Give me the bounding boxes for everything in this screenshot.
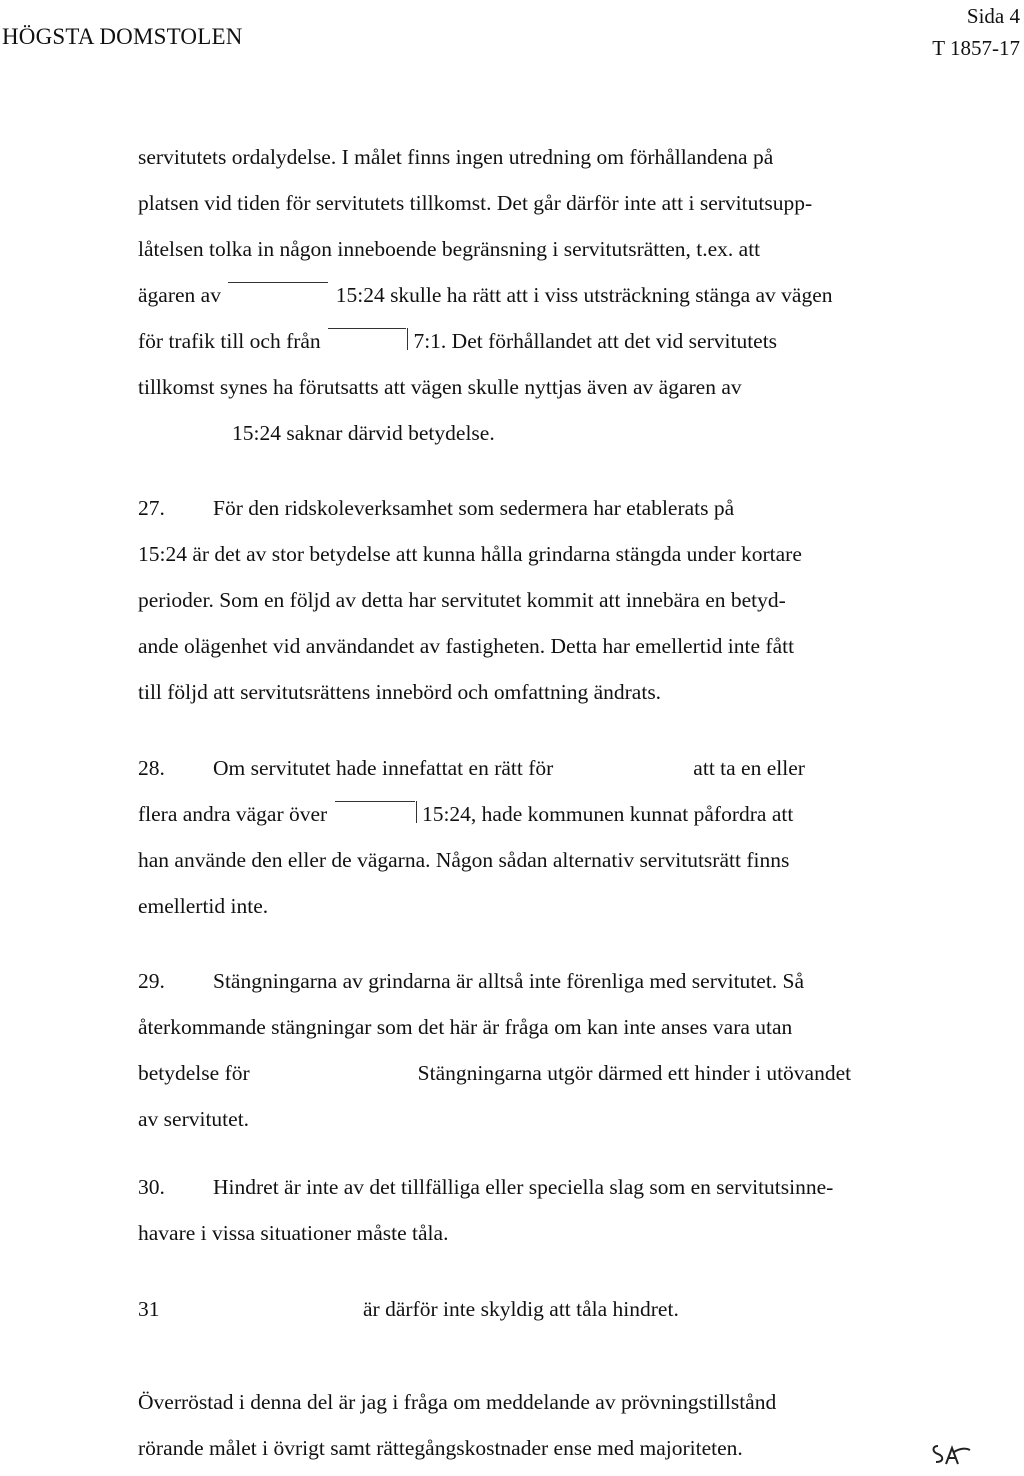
text-fragment: är därför inte skyldig att tåla hindret.	[363, 1297, 679, 1321]
text-line: Överröstad i denna del är jag i fråga om meddelande av prövningstillstånd	[138, 1390, 777, 1414]
text-line: perioder. Som en följd av detta har servitutet kommit att innebära en betyd-	[138, 588, 786, 612]
text-line: havare i vissa situationer måste tåla.	[138, 1221, 449, 1245]
text-line	[138, 791, 998, 837]
text-line: han använde den eller de vägarna. Någon sådan alternativ servitutsrätt finns	[138, 848, 790, 872]
paragraph-number: 27.	[138, 496, 165, 520]
case-number: T 1857-17	[932, 36, 1020, 60]
text-line: emellertid inte.	[138, 894, 269, 918]
text-line	[138, 485, 998, 531]
text-fragment: att ta en eller	[693, 756, 805, 780]
text-fragment: Om servitutet hade innefattat en rätt för	[213, 756, 554, 780]
text-fragment: ägaren av	[138, 283, 221, 307]
text-line: platsen vid tiden för servitutets tillkomst. Det går därför inte att i servitutsupp-	[138, 191, 813, 215]
paragraph-31	[138, 1286, 998, 1332]
paragraph-27	[138, 485, 998, 715]
text-line	[138, 1286, 998, 1332]
page-reference	[932, 0, 1020, 64]
text-line	[138, 1050, 998, 1096]
dissent-statement	[138, 1379, 998, 1471]
text-fragment: Stängningarna av grindarna är alltså inte förenliga med servitutet. Så	[213, 969, 805, 993]
redaction-mark	[326, 328, 408, 352]
text-line: servitutets ordalydelse. I målet finns ingen utredning om förhållandena på	[138, 145, 774, 169]
paragraph-30	[138, 1164, 998, 1256]
text-fragment: 15:24, hade kommunen kunnat påfordra att	[421, 802, 794, 826]
text-fragment: för trafik till och från	[138, 329, 321, 353]
text-fragment: 7:1. Det förhållandet att det vid servitutets	[413, 329, 778, 353]
redaction-mark	[226, 282, 330, 306]
text-line	[138, 958, 998, 1004]
text-line	[138, 745, 998, 791]
paragraph-continuation	[138, 134, 998, 456]
redaction-mark	[333, 801, 417, 825]
text-fragment: För den ridskoleverksamhet som sedermera har etablerats på	[213, 496, 735, 520]
paragraph-number: 31	[138, 1297, 160, 1321]
paragraph-29	[138, 958, 998, 1142]
text-fragment: 15:24 skulle ha rätt att i viss utsträckning stänga av vägen	[335, 283, 833, 307]
court-name: HÖGSTA DOMSTOLEN	[2, 24, 243, 49]
text-fragment: betydelse för	[138, 1061, 250, 1085]
page-number: Sida 4	[966, 4, 1020, 28]
paragraph-28	[138, 745, 998, 929]
text-fragment: Hindret är inte av det tillfälliga eller speciella slag som en servitutsinne-	[213, 1175, 834, 1199]
paragraph-number: 28.	[138, 756, 165, 780]
paragraph-number: 29.	[138, 969, 165, 993]
text-fragment: Stängningarna utgör därmed ett hinder i utövandet	[417, 1061, 852, 1085]
text-line	[138, 1164, 998, 1210]
text-line: 15:24 saknar därvid betydelse.	[232, 421, 495, 445]
text-line: tillkomst synes ha förutsatts att vägen skulle nyttjas även av ägaren av	[138, 375, 742, 399]
text-line: ande olägenhet vid användandet av fastigheten. Detta har emellertid inte fått	[138, 634, 795, 658]
paragraph-number: 30.	[138, 1175, 165, 1199]
text-line: rörande målet i övrigt samt rättegångskostnader ense med majoriteten.	[138, 1436, 743, 1460]
text-line: låtelsen tolka in någon inneboende begränsning i servitutsrätten, t.ex. att	[138, 237, 761, 261]
text-line: till följd att servitutsrättens innebörd och omfattning ändrats.	[138, 680, 662, 704]
text-line: återkommande stängningar som det här är fråga om kan inte anses vara utan	[138, 1015, 793, 1039]
text-fragment: flera andra vägar över	[138, 802, 328, 826]
initials-signature-icon	[928, 1438, 972, 1472]
text-line: av servitutet.	[138, 1107, 250, 1131]
text-line	[138, 272, 998, 318]
text-line: 15:24 är det av stor betydelse att kunna hålla grindarna stängda under kortare	[138, 542, 802, 566]
text-line	[138, 318, 998, 364]
